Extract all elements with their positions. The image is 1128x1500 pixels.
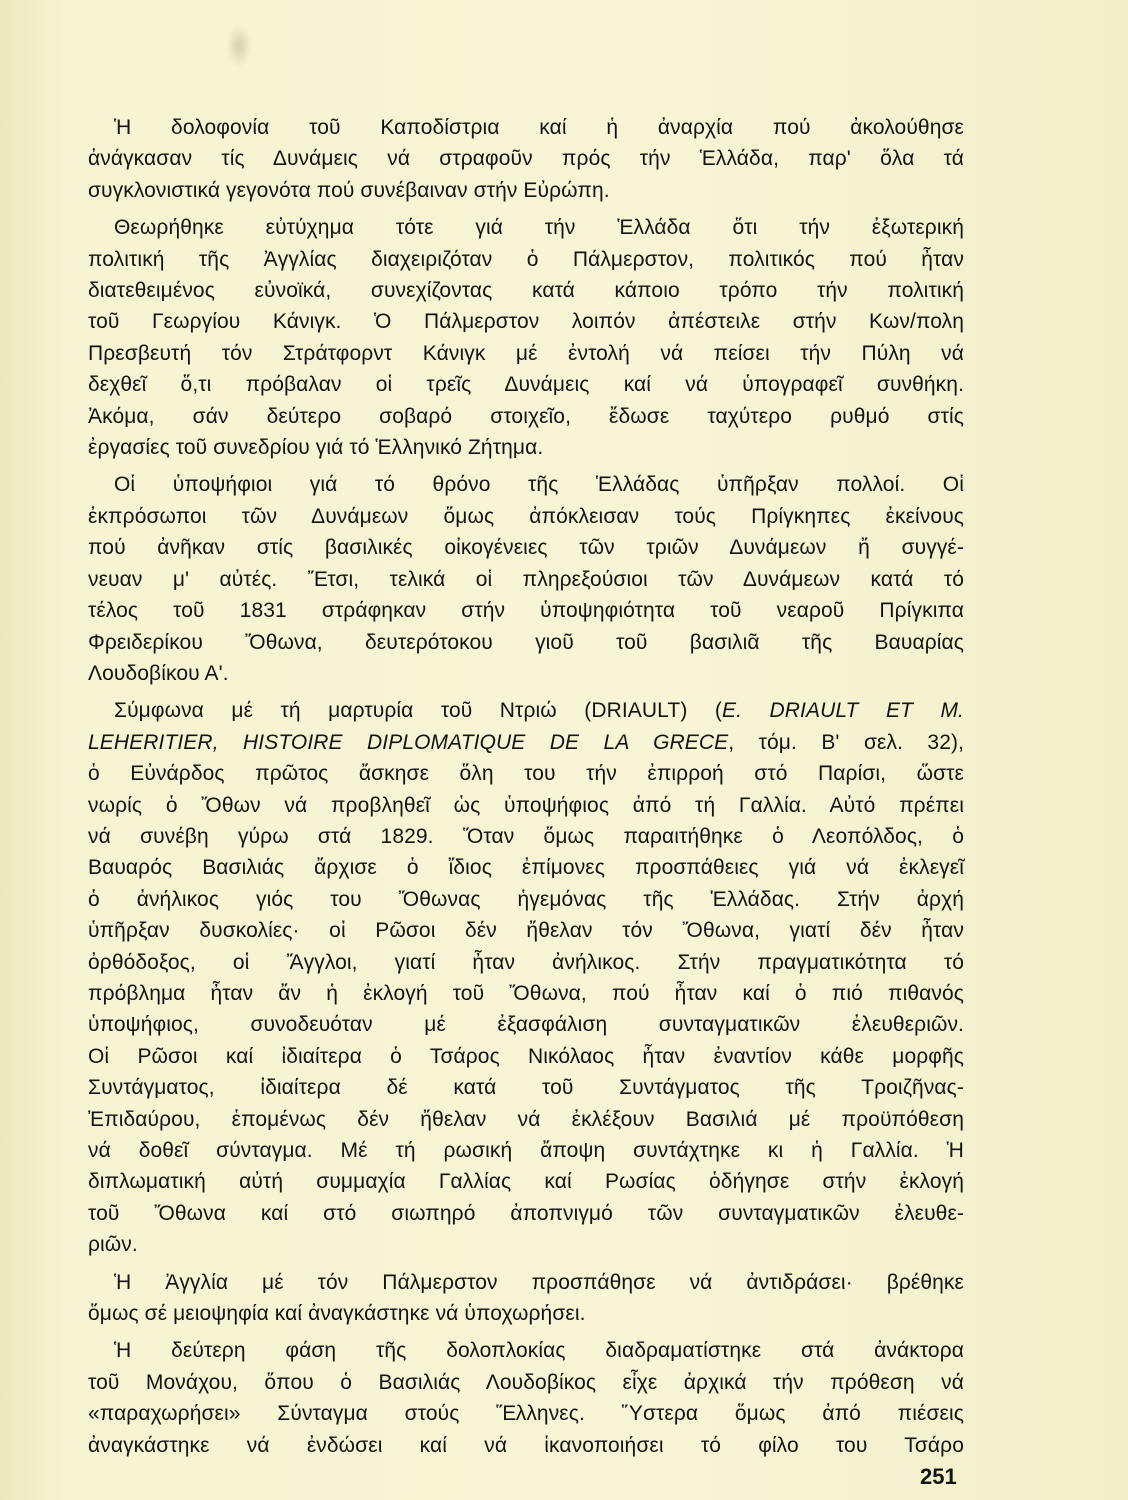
text-line: ὁ Εὐνάρδος πρῶτος ἄσκησε ὅλη του τήν ἐπιρροή στό Παρίσι, ὥστε <box>88 762 964 786</box>
text-line <box>88 695 964 726</box>
text-line: Θεωρήθηκε εὐτύχημα τότε γιά τήν Ἑλλάδα ὅτι τήν ἐξωτερική <box>114 216 964 240</box>
text-line: ἀνάγκασαν τίς Δυνάμεις νά στραφοῦν πρός τήν Ἑλλάδα, παρ' ὅλα τά <box>88 147 964 171</box>
citation-authors: E. DRIAULT ET M. <box>721 699 964 723</box>
text-line: ὑποψήφιος, συνοδευόταν μέ ἐξασφάλιση συνταγματικῶν ἐλευθεριῶν. <box>88 1013 964 1037</box>
page-number: 251 <box>920 1464 957 1489</box>
text-line: νά συνέβη γύρω στά 1829. Ὅταν ὅμως παραιτήθηκε ὁ Λεοπόλδος, ὁ <box>88 824 964 848</box>
text-line: τοῦ Ὄθωνα καί στό σιωπηρό ἀποπνιγμό τῶν συνταγματικῶν ἐλευθε- <box>88 1201 964 1225</box>
text-line: Ἡ Ἀγγλία μέ τόν Πάλμερστον προσπάθησε νά ἀντιδράσει· βρέθηκε <box>114 1270 964 1294</box>
text-line: τέλος τοῦ 1831 στράφηκαν στήν ὑποψηφιότητα τοῦ νεαροῦ Πρίγκιπα <box>88 599 964 623</box>
text-line: ἐργασίες τοῦ συνεδρίου γιά τό Ἑλληνικό Ζήτημα. <box>88 436 544 460</box>
page-smudge <box>226 24 252 68</box>
body-text <box>88 112 964 1467</box>
citation-reference: , τόμ. Β' σελ. 32), <box>728 730 965 754</box>
text-line: πολιτική τῆς Ἀγγλίας διαχειριζόταν ὁ Πάλμερστον, πολιτικός πού ἦταν <box>88 247 964 271</box>
text-line: ὀρθόδοξος, οἱ Ἄγγλοι, γιατί ἦταν ἀνήλικος. Στήν πραγματικότητα τό <box>88 950 964 974</box>
text-line: Ἀκόμα, σάν δεύτερο σοβαρό στοιχεῖο, ἔδωσε ταχύτερο ρυθμό στίς <box>88 404 964 428</box>
text-line: ἀναγκάστηκε νά ἐνδώσει καί νά ἱκανοποιήσει τό φίλο του Τσάρο <box>88 1433 964 1457</box>
text-line: Ἡ δεύτερη φάση τῆς δολοπλοκίας διαδραματίστηκε στά ἀνάκτορα <box>114 1339 964 1363</box>
text-line: πού ἀνῆκαν στίς βασιλικές οἰκογένειες τῶν τριῶν Δυνάμεων ἤ συγγέ- <box>88 536 964 560</box>
text-line: Ἡ δολοφονία τοῦ Καποδίστρια καί ἡ ἀναρχία πού ἀκολούθησε <box>114 116 964 139</box>
paragraph-6 <box>88 1335 964 1461</box>
paragraph-2 <box>88 212 964 463</box>
text-segment: Σύμφωνα μέ τή μαρτυρία τοῦ Ντριώ (DRIAULT) ( <box>114 699 722 723</box>
text-line: ὁ ἀνήλικος γιός του Ὄθωνας ἡγεμόνας τῆς Ἑλλάδας. Στήν ἀρχή <box>88 887 964 911</box>
citation-title: LEHERITIER, HISTOIRE DIPLOMATIQUE DE LA GRECE <box>88 730 729 754</box>
text-line: ὑπῆρξαν δυσκολίες· οἱ Ρῶσοι δέν ἤθελαν τόν Ὄθωνα, γιατί δέν ἦταν <box>88 919 964 943</box>
text-line: ριῶν. <box>88 1233 138 1257</box>
text-line: τοῦ Γεωργίου Κάνιγκ. Ὁ Πάλμερστον λοιπόν ἀπέστειλε στήν Κων/πολη <box>88 310 964 334</box>
text-line: ὅμως σέ μειοψηφία καί ἀναγκάστηκε νά ὑποχωρήσει. <box>88 1302 586 1326</box>
text-line: Συντάγματος, ἰδιαίτερα δέ κατά τοῦ Συντάγματος τῆς Τροιζῆνας- <box>88 1076 964 1100</box>
text-line: τοῦ Μονάχου, ὅπου ὁ Βασιλιάς Λουδοβίκος εἶχε ἀρχικά τήν πρόθεση νά <box>88 1370 964 1394</box>
text-line: Οἱ Ρῶσοι καί ἰδιαίτερα ὁ Τσάρος Νικόλαος ἦταν ἐναντίον κάθε μορφῆς <box>88 1044 964 1068</box>
text-line: Φρειδερίκου Ὄθωνα, δευτερότοκου γιοῦ τοῦ βασιλιᾶ τῆς Βαυαρίας <box>88 630 964 654</box>
text-line: Λουδοβίκου Α'. <box>88 661 229 685</box>
text-line: διατεθειμένος εὐνοϊκά, συνεχίζοντας κατά κάποιο τρόπο τήν πολιτική <box>88 279 964 303</box>
text-line: διπλωματική αὐτή συμμαχία Γαλλίας καί Ρωσίας ὁδήγησε στήν ἐκλογή <box>88 1170 964 1194</box>
text-line: Οἱ ὑποψήφιοι γιά τό θρόνο τῆς Ἑλλάδας ὑπῆρξαν πολλοί. Οἱ <box>114 473 964 497</box>
text-line: νωρίς ὁ Ὄθων νά προβληθεῖ ὡς ὑποψήφιος ἀπό τή Γαλλία. Αὐτό πρέπει <box>88 793 964 817</box>
paragraph-3 <box>88 469 964 689</box>
text-line: «παραχωρήσει» Σύνταγμα στούς Ἕλληνες. Ὕστερα ὅμως ἀπό πιέσεις <box>88 1402 964 1426</box>
text-line: πρόβλημα ἦταν ἄν ἡ ἐκλογή τοῦ Ὄθωνα, πού ἦταν καί ὁ πιό πιθανός <box>88 981 964 1005</box>
text-line: νά δοθεῖ σύνταγμα. Μέ τή ρωσική ἄποψη συντάχτηκε κι ἡ Γαλλία. Ἡ <box>88 1139 964 1162</box>
paragraph-5 <box>88 1267 964 1330</box>
paragraph-4 <box>88 695 964 1260</box>
text-line: ἐκπρόσωποι τῶν Δυνάμεων ὅμως ἀπόκλεισαν τούς Πρίγκηπες ἐκείνους <box>88 504 964 528</box>
text-line: Πρεσβευτή τόν Στράτφορντ Κάνιγκ μέ ἐντολή νά πείσει τήν Πύλη νά <box>88 341 964 365</box>
text-line: συγκλονιστικά γεγονότα πού συνέβαιναν στήν Εὐρώπη. <box>88 178 610 202</box>
text-line: Βαυαρός Βασιλιάς ἄρχισε ὁ ἴδιος ἐπίμονες προσπάθειες γιά νά ἐκλεγεῖ <box>88 856 964 880</box>
text-line: δεχθεῖ ὅ,τι πρόβαλαν οἱ τρεῖς Δυνάμεις καί νά ὑπογραφεῖ συνθήκη. <box>88 373 964 397</box>
text-line: Ἐπιδαύρου, ἑπομένως δέν ἤθελαν νά ἐκλέξουν Βασιλιά μέ προϋπόθεση <box>88 1107 964 1131</box>
text-line <box>88 727 964 758</box>
text-line: νευαν μ' αὐτές. Ἔτσι, τελικά οἱ πληρεξούσιοι τῶν Δυνάμεων κατά τό <box>88 567 964 591</box>
paragraph-1 <box>88 112 964 206</box>
